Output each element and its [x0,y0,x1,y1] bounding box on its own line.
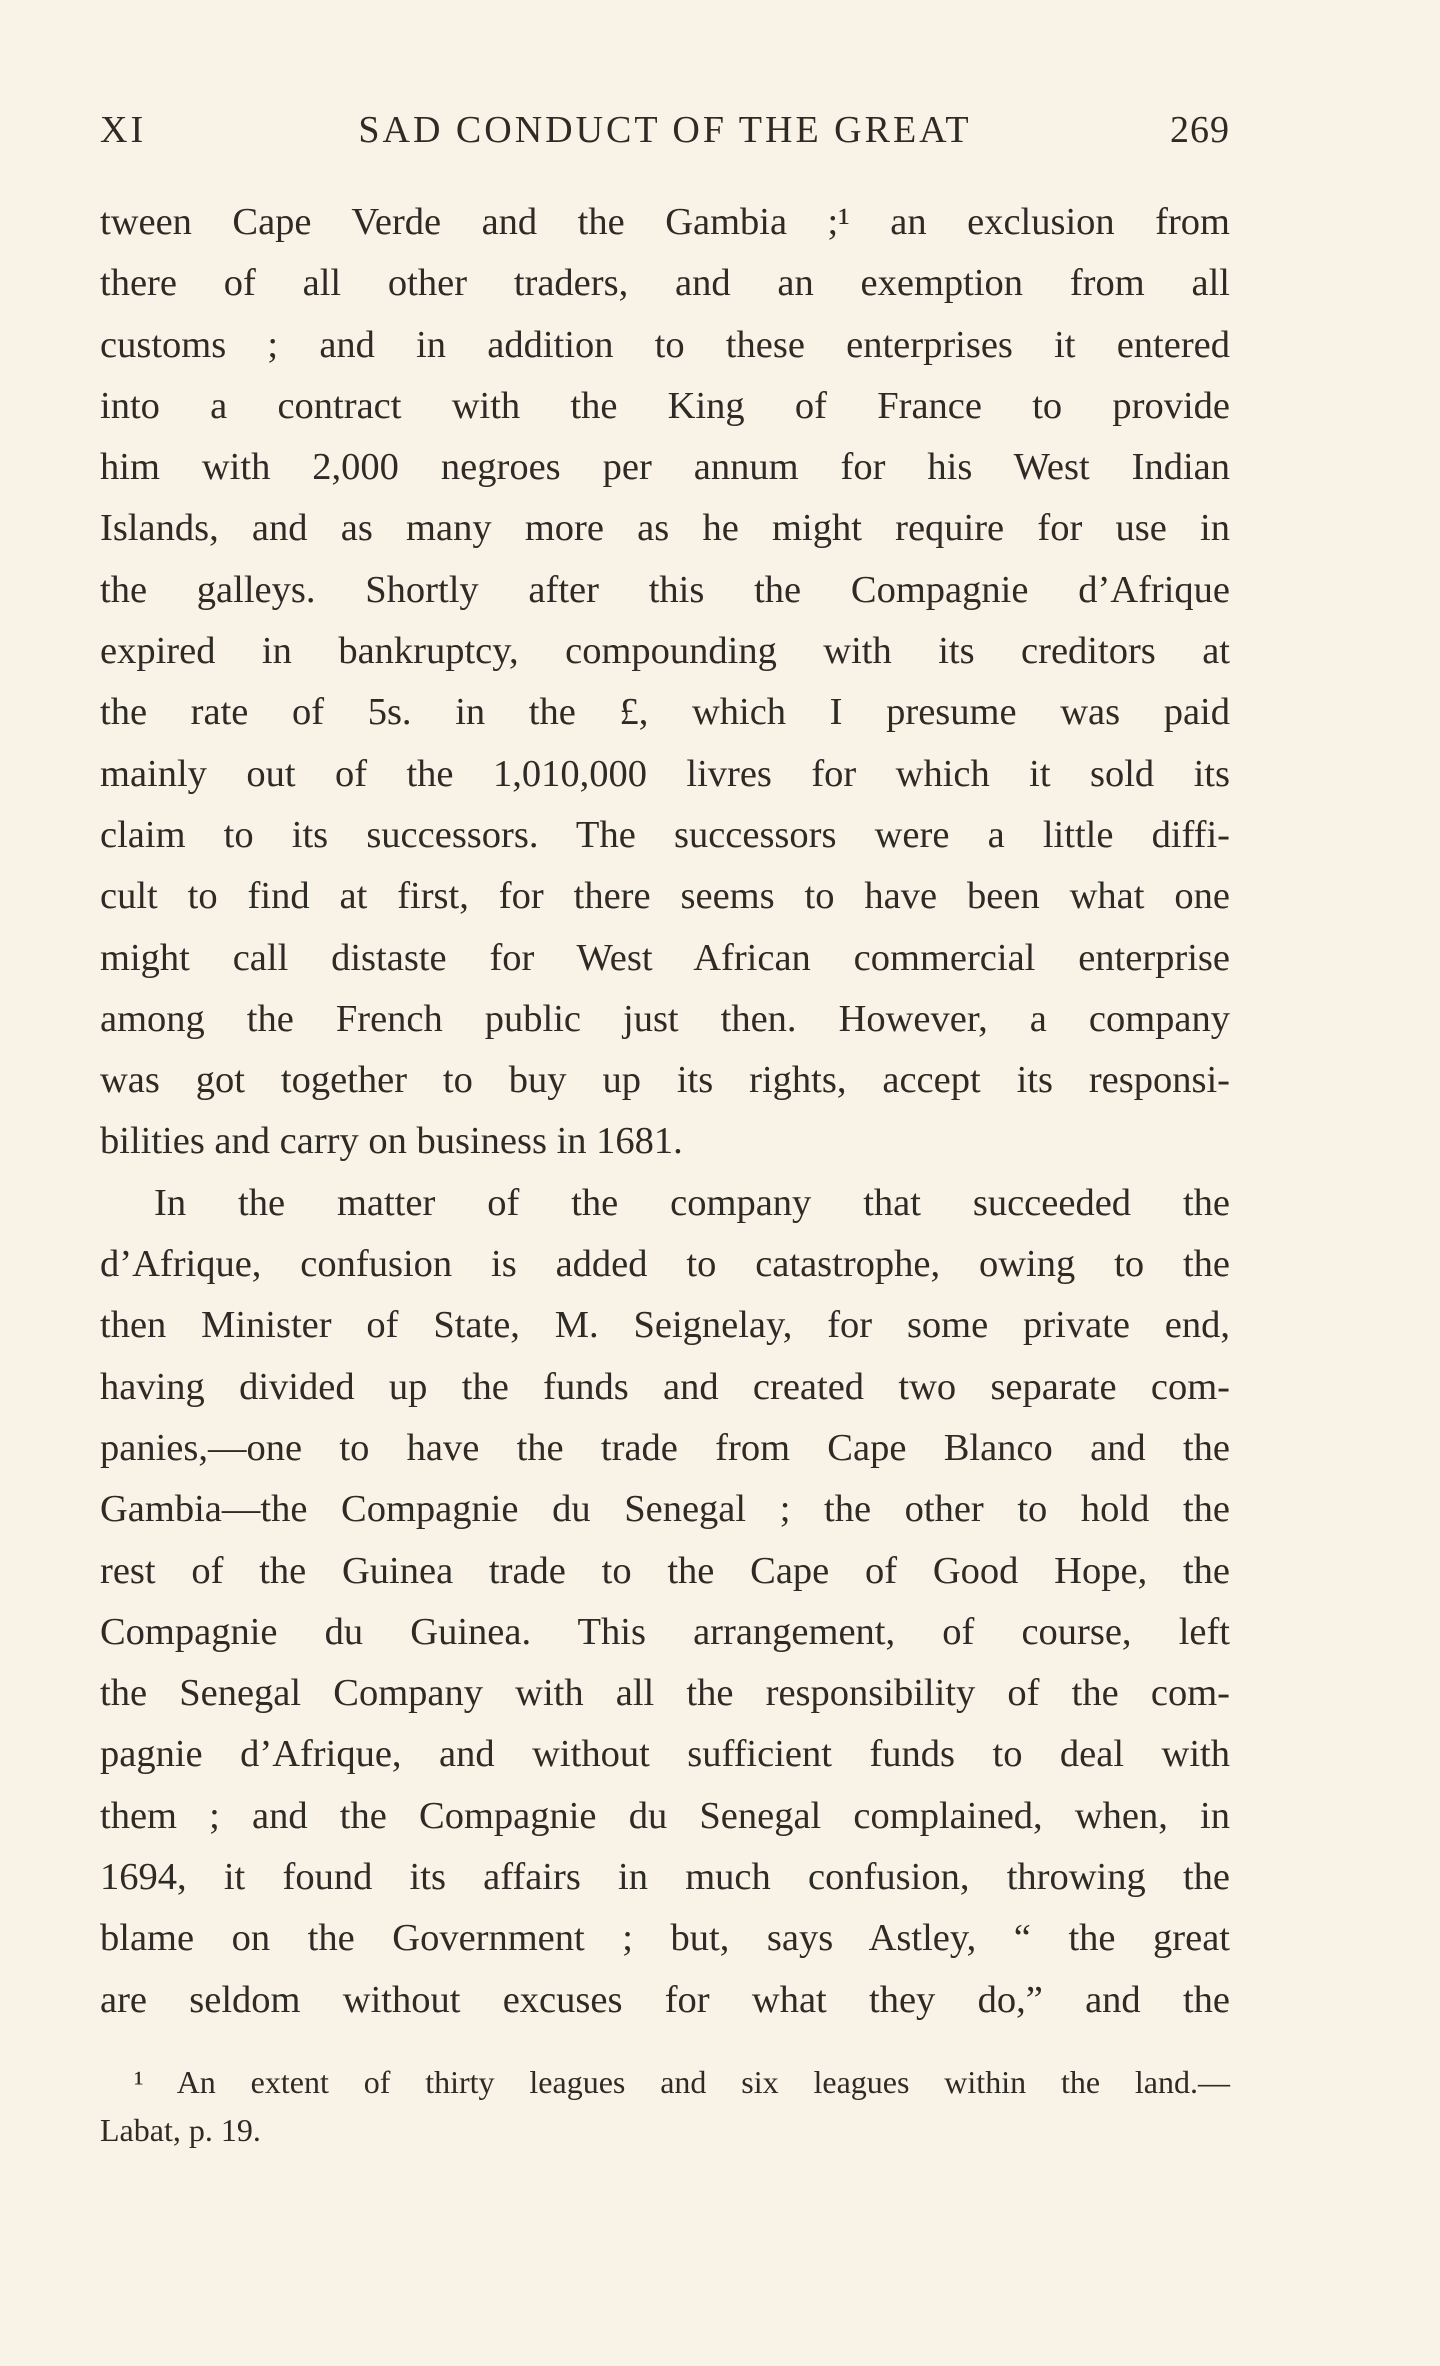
text-line: might call distaste for West African commercial enterprise [100,936,1230,979]
text-line: into a contract with the King of France to provide [100,384,1230,427]
text-line: among the French public just then. However, a company [100,997,1230,1040]
text-line: d’Afrique, confusion is added to catastrophe, owing to the [100,1243,1230,1286]
text-line: claim to its successors. The successors were a little diffi- [100,813,1230,856]
text-line: Gambia—the Compagnie du Senegal ; the other to hold the [100,1488,1230,1531]
text-line: cult to find at first, for there seems to have been what one [100,875,1230,918]
text-line: customs ; and in addition to these enterprises it entered [100,323,1230,366]
text-line: are seldom without excuses for what they do,” and the [100,1978,1230,2021]
text-line: panies,—one to have the trade from Cape Blanco and the [100,1426,1230,1469]
text-line: there of all other traders, and an exemption from all [100,262,1230,305]
text-line: In the matter of the company that succeeded the [154,1181,1230,1224]
chapter-number: XI [100,109,147,151]
text-line: then Minister of State, M. Seignelay, for some private end, [100,1304,1230,1347]
text-line: expired in bankruptcy, compounding with its creditors at [100,630,1230,673]
text-line: pagnie d’Afrique, and without sufficient funds to deal with [100,1733,1230,1776]
page-number: 269 [1170,109,1230,151]
text-line: the galleys. Shortly after this the Compagnie d’Afrique [100,568,1230,611]
body-text [100,192,1230,2031]
footnote-line: ¹ An extent of thirty leagues and six leagues within the land.— [134,2064,1230,2100]
text-line: rest of the Guinea trade to the Cape of Good Hope, the [100,1549,1230,1592]
text-line: Compagnie du Guinea. This arrangement, of course, left [100,1610,1230,1653]
text-line: the Senegal Company with all the responsibility of the com- [100,1672,1230,1715]
text-line: bilities and carry on business in 1681. [100,1120,683,1163]
text-line: Islands, and as many more as he might require for use in [100,507,1230,550]
text-line: having divided up the funds and created two separate com- [100,1365,1230,1408]
footnote-line: Labat, p. 19. [100,2112,261,2148]
text-line: 1694, it found its affairs in much confusion, throwing the [100,1856,1230,1899]
text-line: the rate of 5s. in the £, which I presume was paid [100,691,1230,734]
running-head [100,100,1230,160]
text-line: mainly out of the 1,010,000 livres for which it sold its [100,752,1230,795]
footnotes [100,2058,1230,2154]
text-line: them ; and the Compagnie du Senegal complained, when, in [100,1794,1230,1837]
text-line: him with 2,000 negroes per annum for his West Indian [100,446,1230,489]
text-line: tween Cape Verde and the Gambia ;¹ an exclusion from [100,201,1230,243]
text-line: was got together to buy up its rights, accept its responsi- [100,1059,1230,1102]
running-title: SAD CONDUCT OF THE GREAT [358,109,972,151]
text-line: blame on the Government ; but, says Astley, “ the great [100,1917,1230,1960]
